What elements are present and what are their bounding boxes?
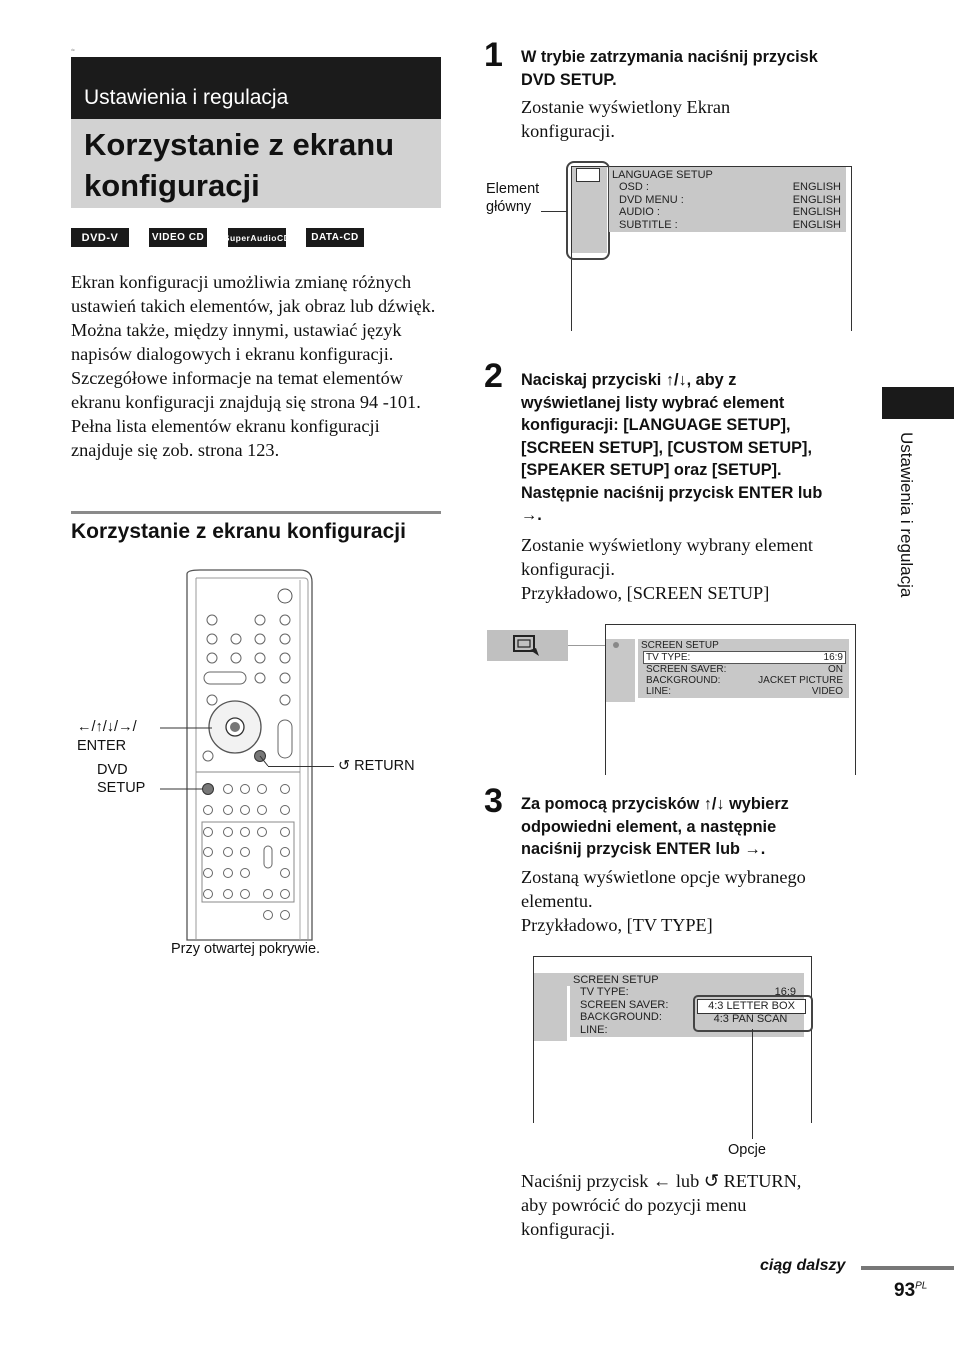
page-title — [84, 124, 394, 206]
step2-line: [SCREEN SETUP], [CUSTOM SETUP], — [521, 438, 812, 457]
step3-text-line: Przykładowo, [TV TYPE] — [521, 915, 713, 935]
step2-instruction — [521, 369, 822, 527]
page-title-line1: Korzystanie z ekranu — [84, 127, 395, 162]
screen1-rows — [619, 181, 841, 231]
screen2-row-selected — [643, 651, 846, 664]
step2-line: Następnie naciśnij przycisk ENTER lub — [521, 483, 823, 502]
step1-text-line1: Zostanie wyświetlony Ekran — [521, 97, 731, 117]
row-key: TV TYPE: — [646, 652, 691, 663]
continued-label: ciąg dalszy — [760, 1257, 846, 1274]
row-key: AUDIO : — [619, 206, 660, 218]
after-line: aby powrócić do pozycji menu — [521, 1195, 747, 1215]
section-header — [71, 57, 441, 119]
step3-after-text — [521, 1169, 801, 1241]
disc-badge-videocd: VIDEO CD — [149, 228, 207, 247]
row-key: DVD MENU : — [619, 193, 684, 206]
screen3-title: SCREEN SETUP — [573, 974, 659, 986]
row-value: 16:9 — [823, 652, 843, 663]
screen2-row — [643, 664, 846, 675]
screen1-row — [619, 219, 841, 232]
remote-control-illustration — [140, 560, 330, 950]
row-value: ENGLISH — [792, 218, 841, 231]
row-key: LINE: — [580, 1023, 608, 1036]
screen2-sidebar — [606, 639, 635, 702]
option-letterbox: 4:3 LETTER BOX — [697, 999, 806, 1014]
row-value: JACKET PICTURE — [758, 675, 843, 686]
disc-badge-sacd: SuperAudioCD — [228, 228, 286, 247]
continued-rule — [861, 1266, 954, 1270]
step3-line: odpowiedni element, a następnie — [521, 817, 777, 836]
step2-text-line: Przykładowo, [SCREEN SETUP] — [521, 583, 770, 603]
row-key: BACKGROUND: — [646, 675, 721, 686]
row-key: SCREEN SAVER: — [646, 664, 727, 675]
screen1-row — [619, 194, 841, 207]
step2-description — [521, 533, 813, 605]
page-number-value: 93 — [894, 1280, 916, 1301]
remote-caption: Przy otwartej pokrywie. — [171, 941, 321, 957]
return-leader — [268, 766, 334, 767]
row-value: ENGLISH — [792, 193, 841, 206]
step-number-3: 3 — [484, 782, 503, 820]
step3-line: Za pomocą przycisków ↑/↓ wybierz — [521, 795, 789, 813]
row-key: SUBTITLE : — [619, 218, 678, 231]
row-key: OSD : — [619, 181, 649, 193]
step-number-1: 1 — [484, 36, 503, 74]
step2-line: Naciskaj przyciski ↑/↓, aby z — [521, 371, 737, 389]
monitor-icon — [487, 630, 568, 661]
row-key: TV TYPE: — [580, 986, 629, 998]
screen-setup-icon-box — [487, 630, 568, 661]
screen3-sidebar — [534, 973, 567, 1041]
element-leader — [541, 211, 567, 212]
step2-line: [SPEAKER SETUP] oraz [SETUP]. — [521, 461, 782, 479]
step2-text-line: konfiguracji. — [521, 559, 615, 579]
screen1-row — [619, 206, 841, 219]
screen2-row — [643, 686, 846, 697]
row-key: LINE: — [646, 686, 672, 697]
step3-line: naciśnij przycisk ENTER lub →. — [521, 840, 766, 858]
page-title-line2: konfiguracji — [84, 168, 260, 203]
after-line: konfiguracji. — [521, 1219, 615, 1239]
disc-badge-datacd: DATA-CD — [306, 228, 364, 247]
step1-line1: W trybie zatrzymania naciśnij przycisk — [521, 48, 818, 66]
row-key: BACKGROUND: — [580, 1011, 662, 1023]
screen2-title: SCREEN SETUP — [641, 640, 719, 651]
side-tab-label: Ustawienia i regulacja — [897, 432, 916, 598]
row-value: ENGLISH — [792, 181, 841, 193]
section-title: Ustawienia i regulacja — [84, 86, 289, 109]
element-label — [486, 180, 539, 216]
options-label: Opcje — [728, 1142, 766, 1158]
screen2-row — [643, 675, 846, 686]
screen2-bullet — [613, 642, 619, 648]
screen1-title: LANGUAGE SETUP — [612, 169, 713, 181]
element-label-line2: główny — [486, 199, 532, 215]
page-number-suffix: PL — [915, 1280, 928, 1292]
step2-text-line: Zostanie wyświetlony wybrany element — [521, 535, 813, 555]
row-value: VIDEO — [811, 686, 843, 697]
options-leader — [752, 1029, 753, 1139]
screen1-row — [619, 181, 841, 194]
step3-text-line: elementu. — [521, 891, 593, 911]
corner-mark: ᵈᵉ — [71, 48, 75, 54]
step1-line2: DVD SETUP. — [521, 70, 617, 89]
step3-instruction — [521, 793, 789, 861]
subheading-rule — [71, 511, 441, 514]
step1-description — [521, 95, 730, 143]
side-tab-marker — [882, 387, 954, 419]
disc-badge-dvdv: DVD-V — [71, 228, 129, 247]
row-value: ON — [828, 664, 843, 675]
label-return: ↺ RETURN — [338, 758, 415, 774]
step2-line: wyświetlanej listy wybrać element — [521, 393, 785, 412]
step3-text-line: Zostaną wyświetlone opcje wybranego — [521, 867, 806, 887]
step1-text-line2: konfiguracji. — [521, 121, 615, 141]
step3-description — [521, 865, 806, 937]
step-number-2: 2 — [484, 357, 503, 395]
step2-line: konfiguracji: [LANGUAGE SETUP], — [521, 416, 791, 434]
screen2-rows — [643, 651, 846, 697]
step2-line: →. — [521, 506, 542, 524]
element-label-line1: Element — [486, 181, 540, 197]
option-panscan: 4:3 PAN SCAN — [713, 1013, 788, 1025]
label-setup: SETUP — [97, 780, 146, 796]
row-key: SCREEN SAVER: — [580, 998, 669, 1011]
row-value: ENGLISH — [792, 206, 841, 218]
step1-instruction — [521, 46, 818, 91]
page-number — [894, 1280, 927, 1302]
main-element-highlight — [566, 161, 610, 260]
subheading: Korzystanie z ekranu konfiguracji — [71, 520, 406, 543]
icon-connector — [568, 645, 606, 646]
label-arrows: ←/↑/↓/→/ — [77, 719, 137, 735]
label-enter: ENTER — [77, 738, 127, 754]
page-title-block — [71, 119, 441, 208]
row-value: 16:9 — [774, 986, 796, 998]
intro-paragraph: Ekran konfiguracji umożliwia zmianę różnych ustawień takich elementów, jak obraz lub dźwięk. Można także, między innymi, ustawiać język napisów dialogowych i ekranu konfiguracji. Szczegółowe informacje na temat elementów ekranu konfiguracji znajdują się strona 94 -101. Pełna lista elementów ekranu konfiguracji znajduje się zob. strona 123. — [71, 272, 436, 460]
after-line: Naciśnij przycisk ← lub ↺ RETURN, — [521, 1171, 802, 1191]
label-dvd: DVD — [97, 762, 128, 778]
